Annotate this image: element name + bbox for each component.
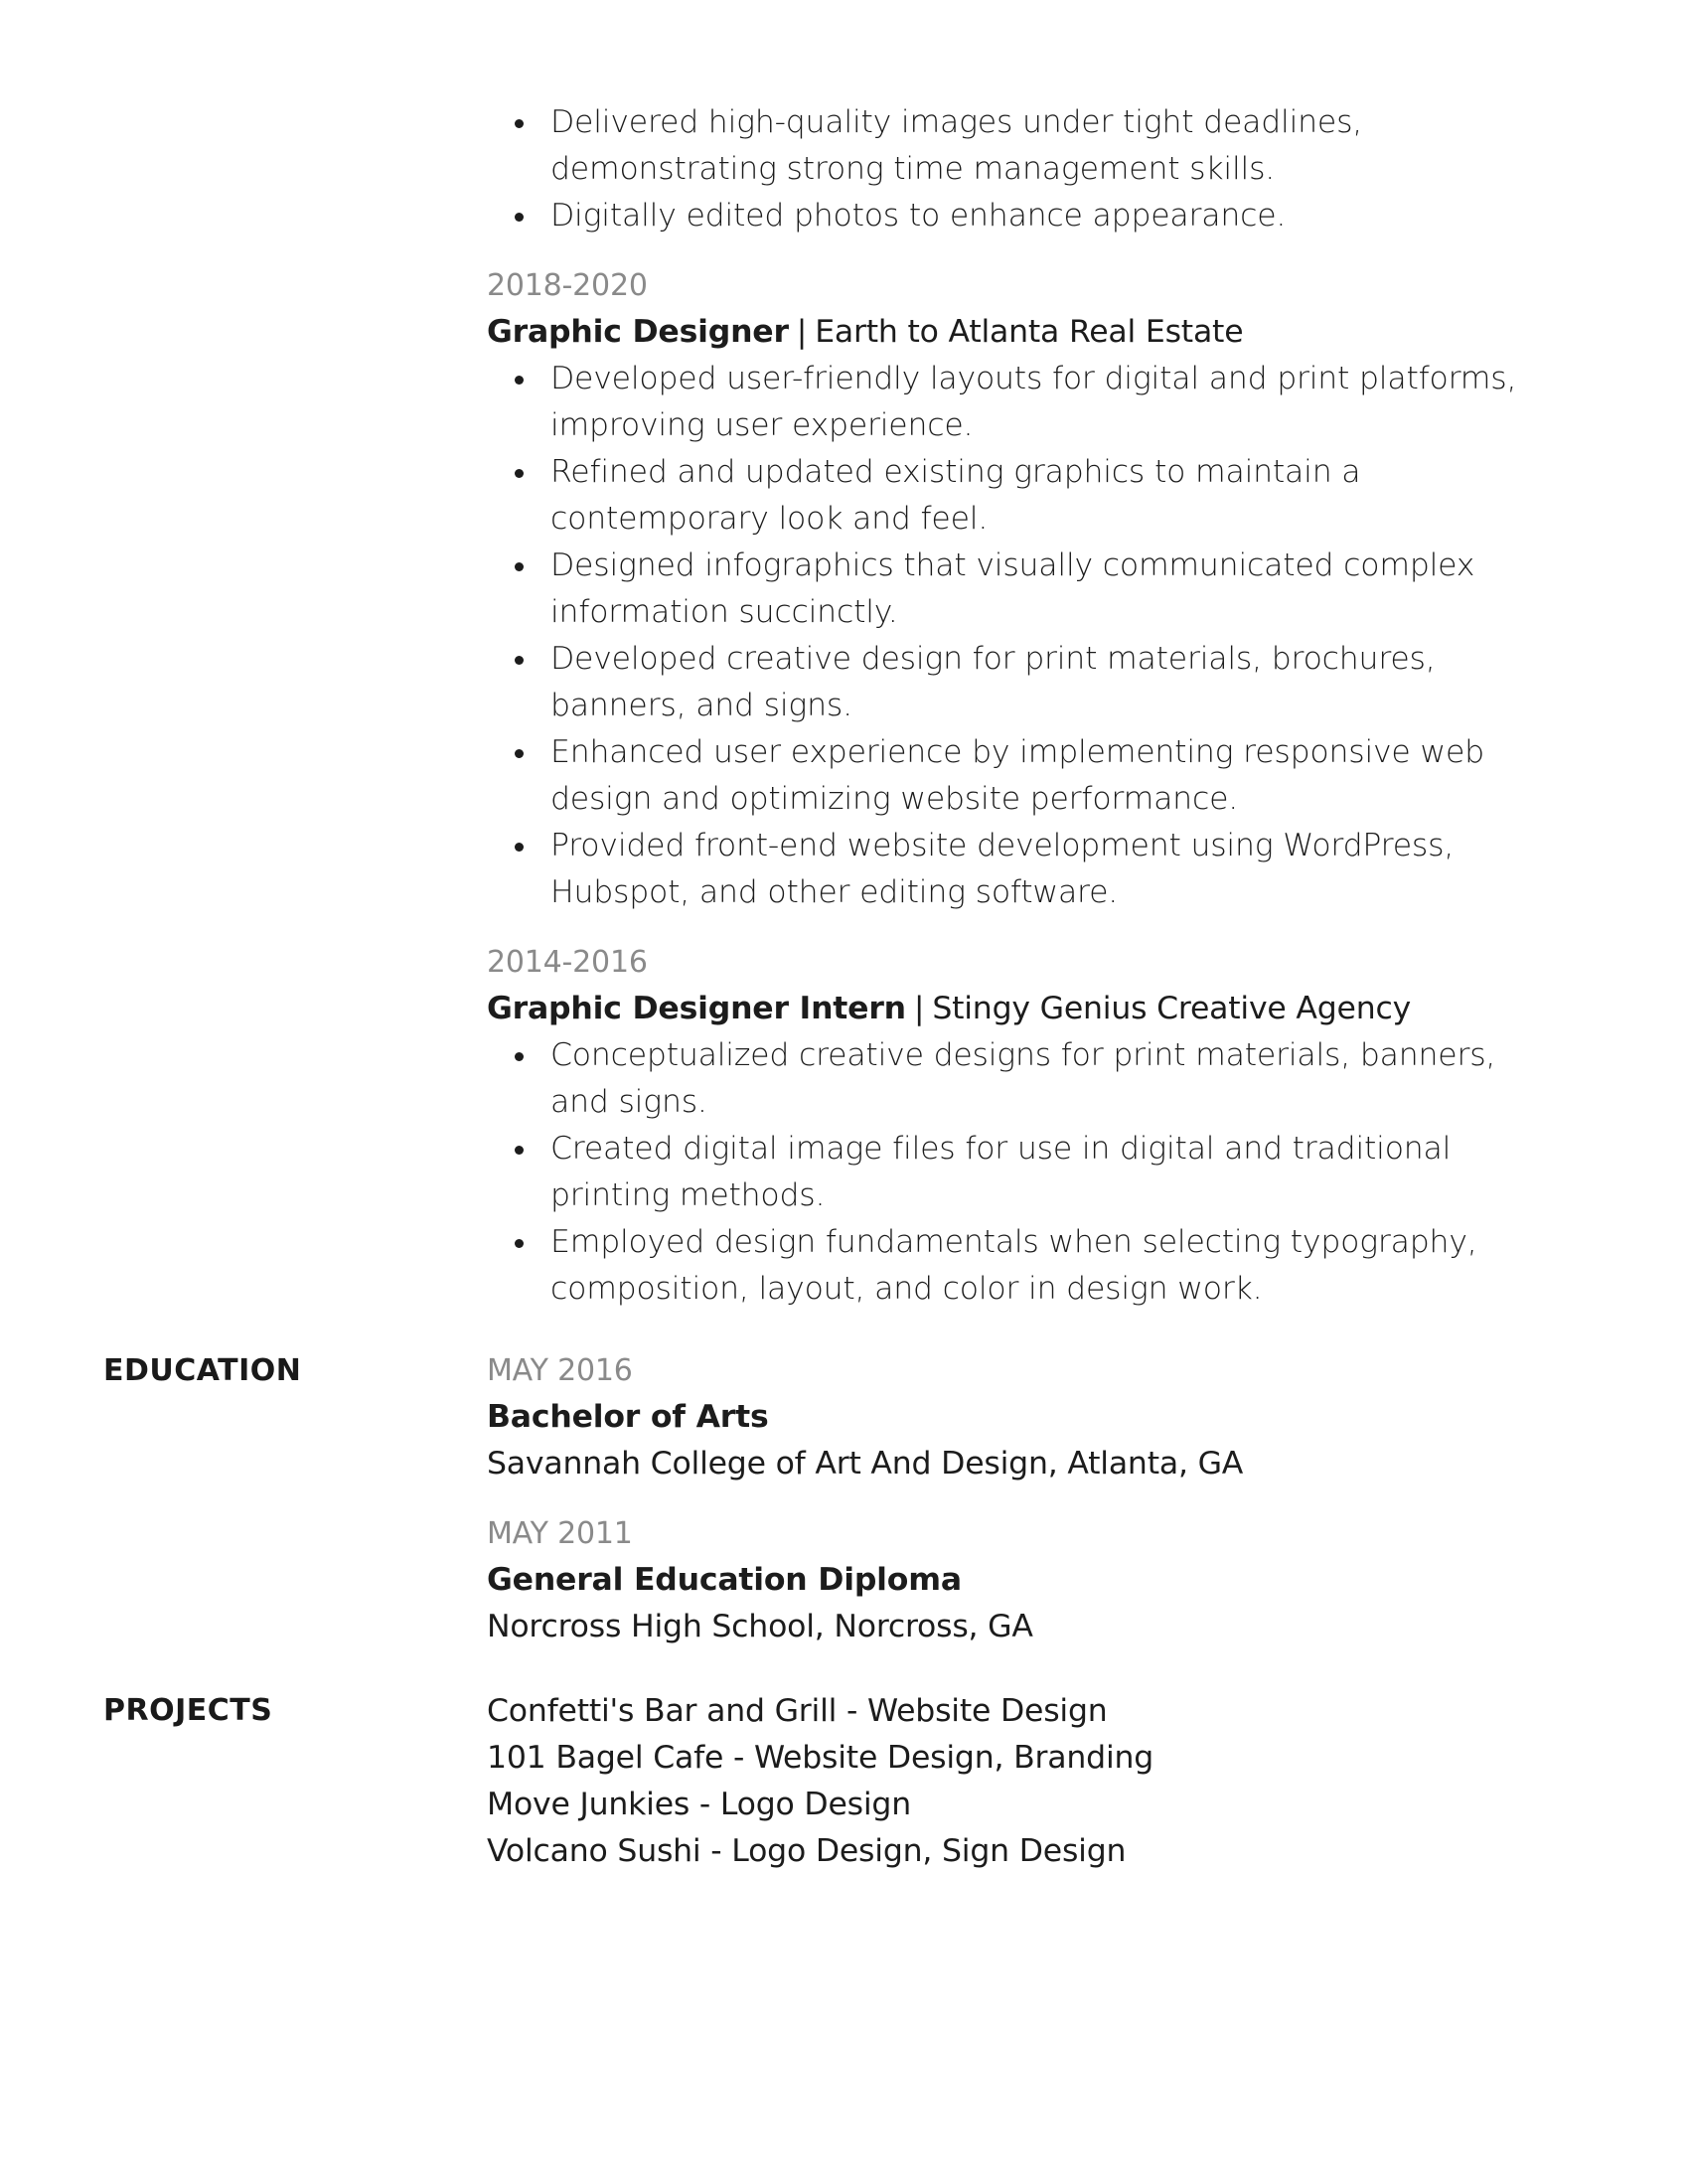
resume-content xyxy=(103,99,1560,1875)
education-degree: Bachelor of Arts xyxy=(487,1399,769,1435)
job-dates: 2014-2016 xyxy=(487,945,648,980)
bullet-icon xyxy=(515,119,524,128)
job-title: Graphic Designer xyxy=(487,314,789,350)
bullet-item: Created digital image files for use in digital and traditional printing methods. xyxy=(487,1126,1560,1219)
job-title: Graphic Designer Intern xyxy=(487,991,906,1026)
bullet-item: Provided front-end website development using WordPress, Hubspot, and other editing software. xyxy=(487,823,1560,916)
education-school: Norcross High School, Norcross, GA xyxy=(487,1609,1033,1644)
projects-heading: PROJECTS xyxy=(103,1693,273,1728)
bullet-item: Conceptualized creative designs for print materials, banners, and signs. xyxy=(487,1032,1560,1126)
education-degree: General Education Diploma xyxy=(487,1562,962,1598)
job-entry xyxy=(487,263,1560,916)
job-company: Stingy Genius Creative Agency xyxy=(932,991,1412,1026)
bullet-icon xyxy=(515,469,524,478)
project-item: Move Junkies - Logo Design xyxy=(487,1787,911,1822)
bullet-icon xyxy=(515,843,524,852)
bullet-item: Employed design fundamentals when selecting typography, composition, layout, and color in design work. xyxy=(487,1219,1560,1313)
project-item: 101 Bagel Cafe - Website Design, Branding xyxy=(487,1740,1154,1776)
bullet-item: Refined and updated existing graphics to maintain a contemporary look and feel. xyxy=(487,449,1560,543)
education-entry xyxy=(487,1511,1560,1650)
job-heading xyxy=(487,309,1560,356)
bullet-icon xyxy=(515,376,524,385)
bullet-icon xyxy=(515,656,524,665)
bullet-icon xyxy=(515,749,524,758)
project-item: Confetti's Bar and Grill - Website Design xyxy=(487,1693,1108,1729)
bullet-item: Developed creative design for print materials, brochures, banners, and signs. xyxy=(487,636,1560,729)
bullet-icon xyxy=(515,562,524,571)
education-school: Savannah College of Art And Design, Atlanta, GA xyxy=(487,1446,1244,1482)
bullet-icon xyxy=(515,1239,524,1248)
bullet-item: Enhanced user experience by implementing responsive web design and optimizing website performance. xyxy=(487,729,1560,823)
education-section xyxy=(103,1348,1560,1650)
job-heading xyxy=(487,986,1560,1032)
job-dates: 2018-2020 xyxy=(487,268,648,303)
bullet-item: Delivered high-quality images under tight deadlines, demonstrating strong time management skills. xyxy=(487,99,1560,193)
bullet-icon xyxy=(515,1052,524,1061)
job-bullets xyxy=(487,356,1560,916)
job-company: Earth to Atlanta Real Estate xyxy=(815,314,1244,350)
job-separator: | xyxy=(913,991,925,1026)
education-date: MAY 2016 xyxy=(487,1353,633,1388)
projects-section xyxy=(103,1688,1560,1875)
previous-job-bullets xyxy=(487,99,1560,239)
bullet-item: Designed infographics that visually communicated complex information succinctly. xyxy=(487,543,1560,636)
project-item: Volcano Sushi - Logo Design, Sign Design xyxy=(487,1833,1127,1869)
job-entry xyxy=(487,940,1560,1313)
education-entry xyxy=(487,1348,1560,1487)
job-separator: | xyxy=(796,314,808,350)
job-bullets xyxy=(487,1032,1560,1313)
education-heading: EDUCATION xyxy=(103,1353,302,1388)
bullet-item: Digitally edited photos to enhance appearance. xyxy=(487,193,1560,239)
education-date: MAY 2011 xyxy=(487,1516,633,1551)
bullet-icon xyxy=(515,1146,524,1155)
bullet-icon xyxy=(515,213,524,222)
bullet-item: Developed user-friendly layouts for digital and print platforms, improving user experience. xyxy=(487,356,1560,449)
